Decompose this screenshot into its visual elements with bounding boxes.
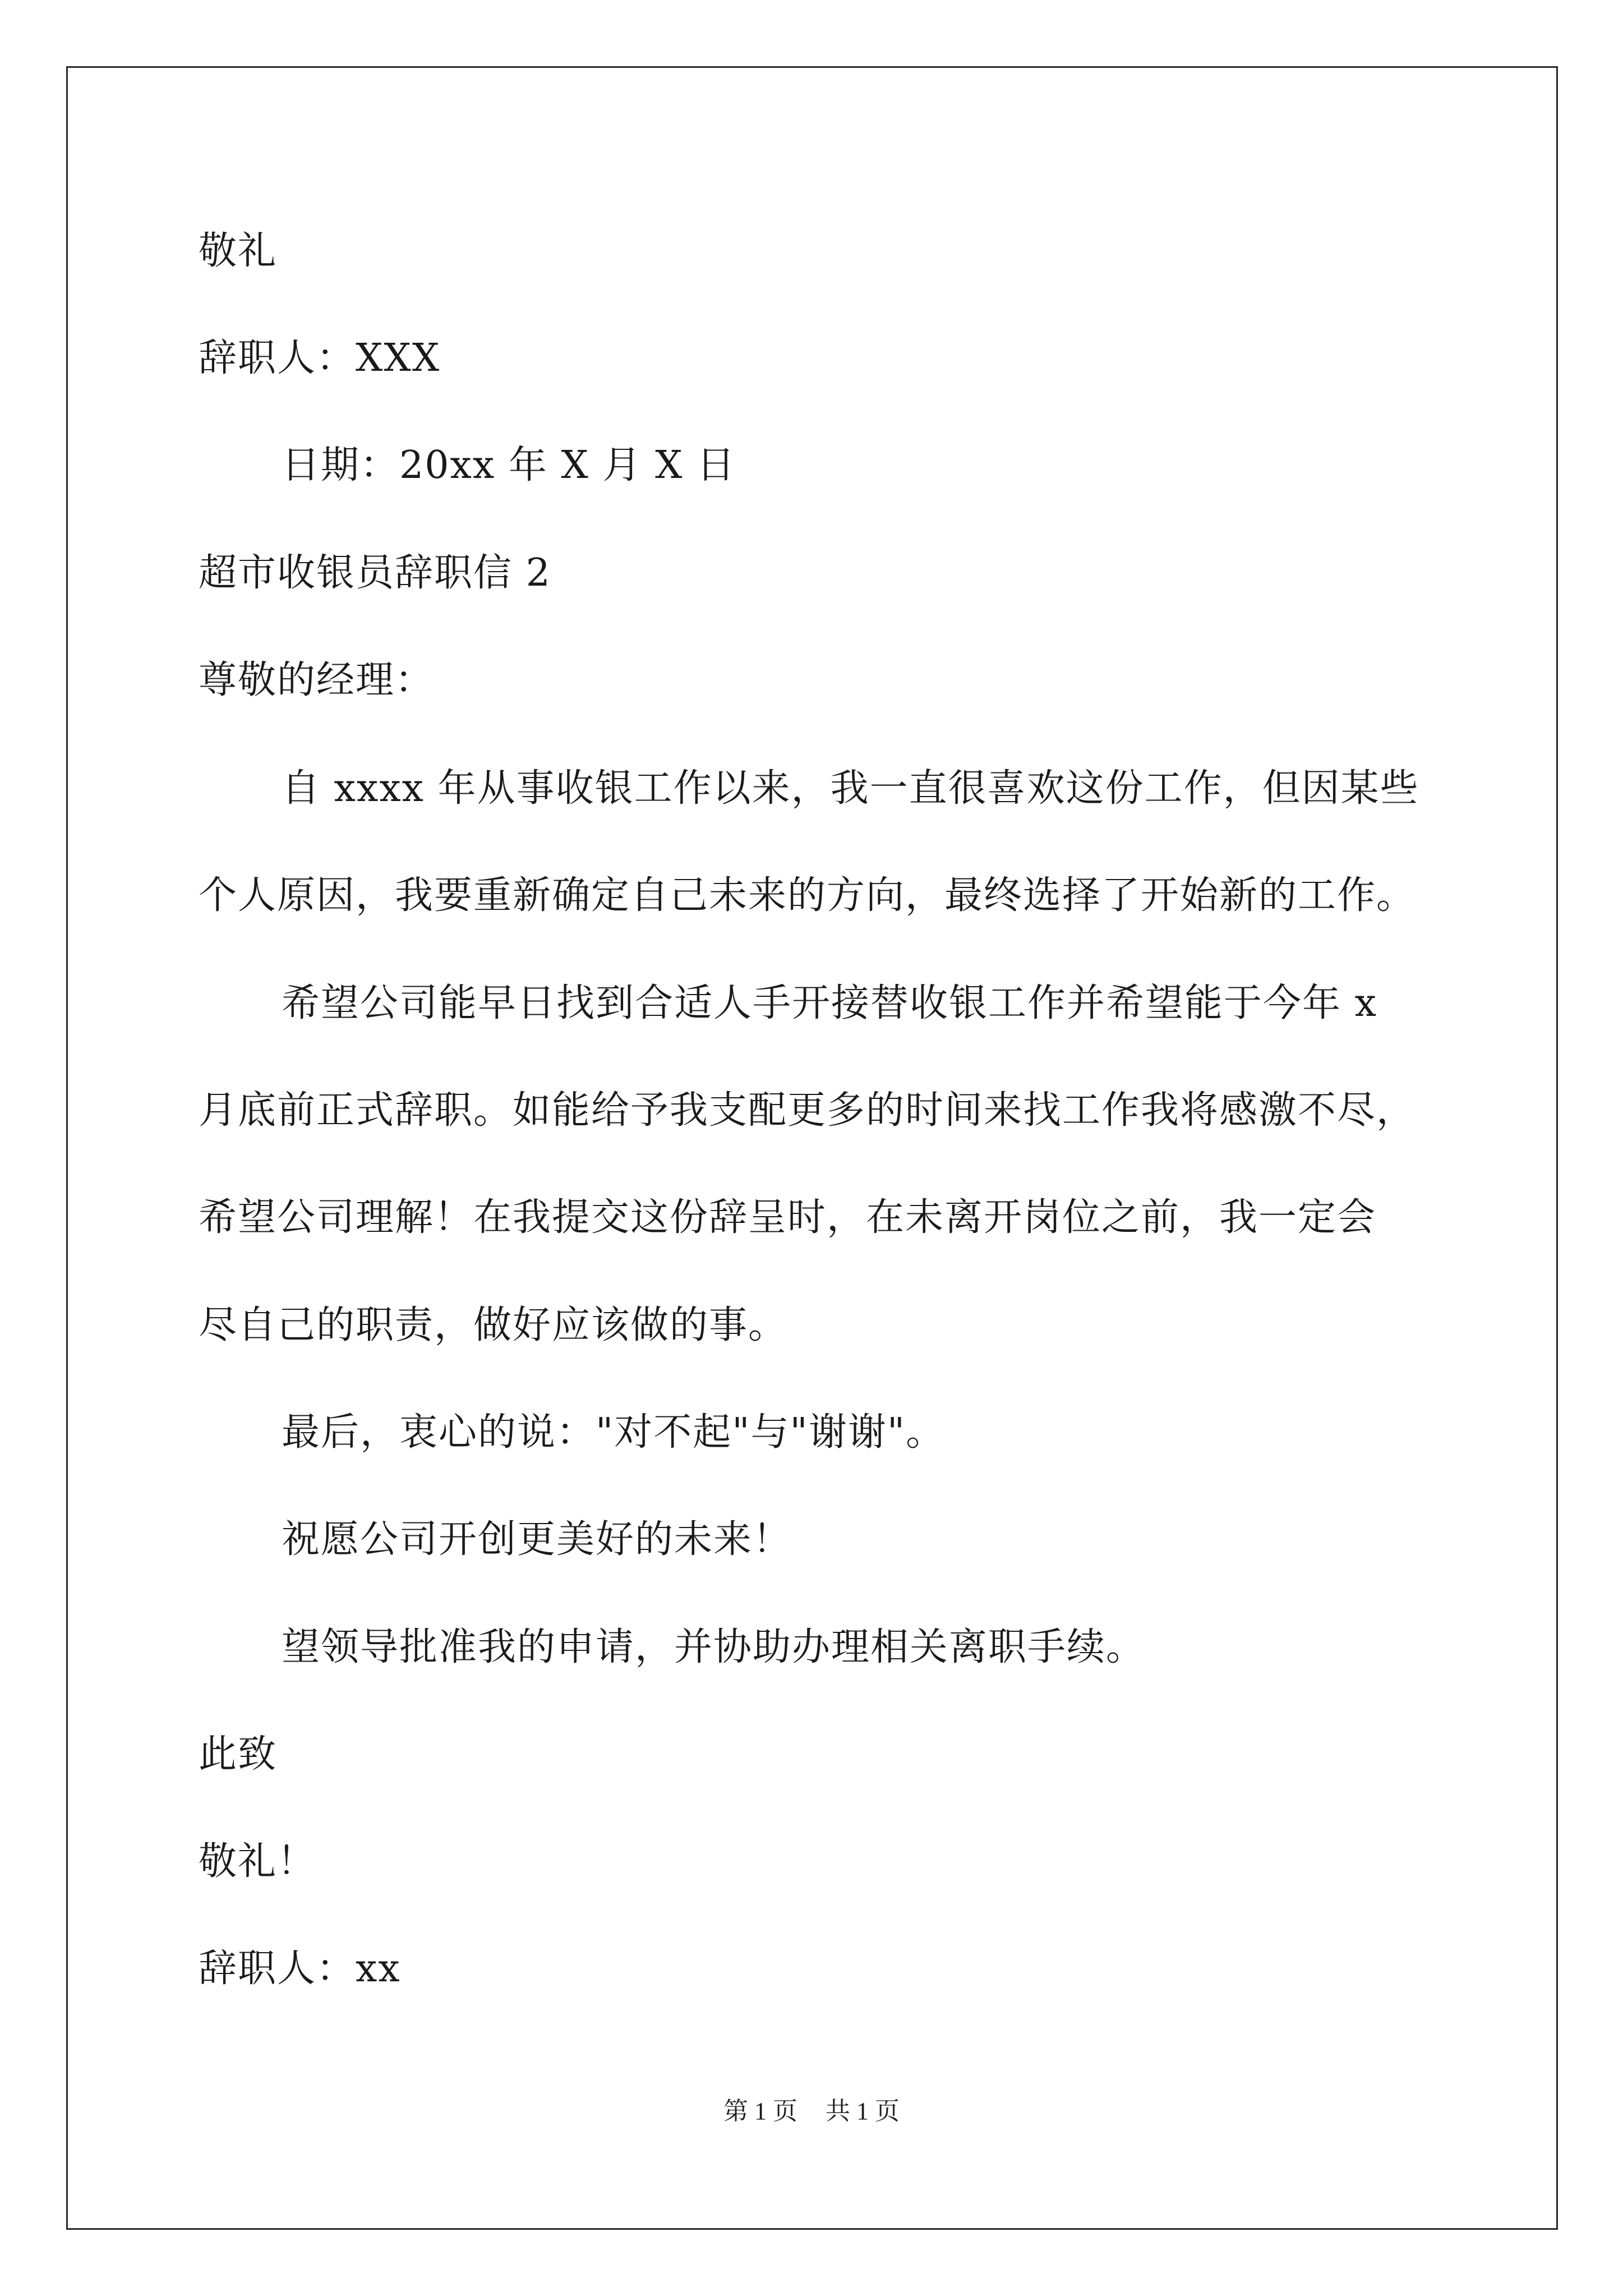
body-line: 月底前正式辞职。如能给予我支配更多的时间来找工作我将感激不尽， <box>199 1088 1416 1133</box>
signature-line: 辞职人：xx <box>199 1947 401 1991</box>
closing-salute: 敬礼！ <box>199 1839 317 1884</box>
letter-title: 超市收银员辞职信 2 <box>199 551 551 595</box>
body-line: 个人原因，我要重新确定自己未来的方向，最终选择了开始新的工作。 <box>199 873 1416 918</box>
page-total: 共 1 页 <box>826 2097 900 2125</box>
closing-salute: 敬礼 <box>199 229 278 273</box>
signature-line: 辞职人：XXX <box>199 336 441 380</box>
body-line: 希望公司能早日找到合适人手开接替收银工作并希望能于今年 x <box>282 981 1377 1025</box>
page-border <box>66 66 1558 2230</box>
body-line: 祝愿公司开创更美好的未来！ <box>282 1517 792 1562</box>
body-line: 自 xxxx 年从事收银工作以来，我一直很喜欢这份工作，但因某些 <box>282 766 1419 811</box>
body-line: 希望公司理解！在我提交这份辞呈时，在未离开岗位之前，我一定会 <box>199 1195 1377 1240</box>
body-line: 最后，衷心的说："对不起"与"谢谢"。 <box>282 1410 946 1455</box>
body-line: 尽自己的职责，做好应该做的事。 <box>199 1303 788 1347</box>
salutation: 尊敬的经理： <box>199 658 435 702</box>
body-line: 望领导批准我的申请，并协助办理相关离职手续。 <box>282 1625 1146 1669</box>
date-line: 日期：20xx 年 X 月 X 日 <box>282 443 736 487</box>
page-footer <box>0 2099 1623 2124</box>
closing-line: 此致 <box>199 1732 278 1777</box>
page-number: 第 1 页 <box>723 2097 797 2125</box>
